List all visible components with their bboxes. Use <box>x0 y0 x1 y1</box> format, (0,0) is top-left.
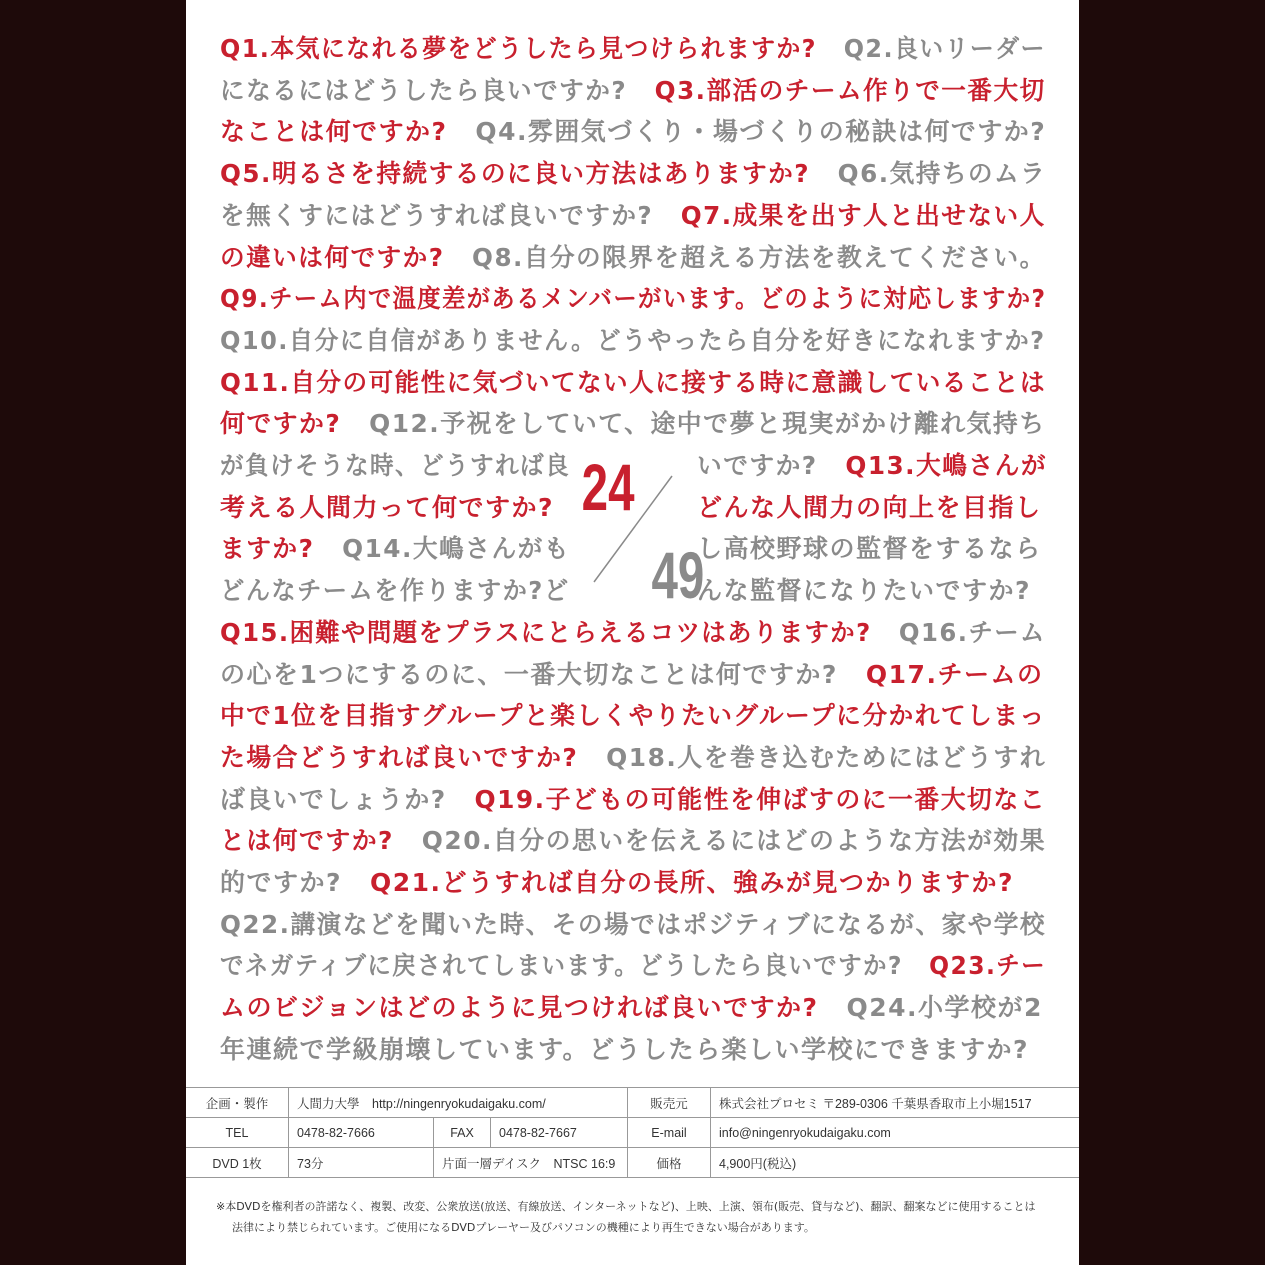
question-text: 何ですか? <box>220 409 342 439</box>
question-text: どんなチームを作りますか?ど <box>220 576 570 606</box>
question-line-left <box>220 489 554 527</box>
question-line-right <box>697 530 1042 568</box>
question-line <box>220 739 1046 777</box>
question-text: どんな人間力の向上を目指し <box>697 492 1042 522</box>
question-line <box>220 322 1046 360</box>
info-row-contact <box>186 1118 1079 1148</box>
notice-line-1: ※本DVDを権利者の許諾なく、複製、改変、公衆放送(放送、有線放送、インターネットなど)、上映、上演、領布(販売、貸与など)、翻訳、翻案などに使用することは <box>216 1200 1036 1213</box>
question-line <box>220 155 1046 193</box>
fraction-numerator: 24 <box>581 451 635 525</box>
value-producer: 人間力大學 http://ningenryokudaigaku.com/ <box>289 1088 628 1118</box>
question-line-left <box>220 530 570 568</box>
question-text: いですか? <box>697 451 818 480</box>
question-text: Q2.良いリーダー <box>843 34 1046 63</box>
value-format: 片面一層デイスク NTSC 16:9 <box>434 1148 628 1178</box>
question-text: Q10.自分に自信がありません。どうやったら自分を好きになれますか? <box>220 325 1046 355</box>
question-text: Q24.小学校が2 <box>846 993 1043 1023</box>
question-line <box>220 697 1046 735</box>
question-text: Q22.講演などを聞いた時、その場ではポジティブになるが、家や学校 <box>220 909 1047 939</box>
question-text: Q19.子どもの可能性を伸ばすのに一番大切なこ <box>474 784 1047 814</box>
question-text: Q21.どうすれば自分の長所、強みが見つかりますか? <box>370 868 1015 897</box>
question-text: を無くすにはどうすれば良いですか? <box>220 200 654 230</box>
question-line <box>220 239 1046 277</box>
question-line-right <box>697 572 1031 610</box>
value-seller: 株式会社プロセミ 〒289-0306 千葉県香取市上小堀1517 <box>711 1088 1080 1118</box>
question-text: Q17.チームの <box>865 659 1044 689</box>
question-line <box>220 781 1046 819</box>
label-tel: TEL <box>186 1118 289 1148</box>
label-email: E-mail <box>628 1118 711 1148</box>
question-line-right <box>697 489 1042 527</box>
question-text: 中で1位を目指すグループと楽しくやりたいグループに分かれてしまっ <box>220 701 1046 731</box>
question-text: Q13.大嶋さんが <box>845 451 1048 480</box>
question-text: 考える人間力って何ですか? <box>220 492 555 522</box>
question-line <box>220 113 1046 151</box>
question-line <box>220 405 1046 443</box>
question-text: が負けそうな時、どうすれば良 <box>220 451 571 480</box>
fraction-denominator: 49 <box>651 539 705 613</box>
value-email: info@ningenryokudaigaku.com <box>711 1118 1080 1148</box>
question-text: なことは何ですか? <box>220 117 448 147</box>
label-price: 価格 <box>628 1148 711 1178</box>
question-line <box>220 30 1046 68</box>
question-text: でネガティブに戻されてしまいます。どうしたら良いですか? <box>220 951 903 981</box>
question-text: とは何ですか? <box>220 826 394 856</box>
question-text: Q4.雰囲気づくり・場づくりの秘訣は何ですか? <box>475 117 1047 147</box>
question-text: Q23.チー <box>929 951 1047 981</box>
question-text: Q1.本気になれる夢をどうしたら見つけられますか? <box>220 34 817 63</box>
question-text: Q20.自分の思いを伝えるにはどのような方法が効果 <box>421 826 1047 856</box>
question-line <box>220 656 1043 694</box>
question-text: Q12.予祝をしていて、途中で夢と現実がかけ離れ気持ち <box>369 409 1046 439</box>
question-line <box>220 1031 1029 1069</box>
question-text: Q9.チーム内で温度差があるメンバーがいます。どのように対応しますか? <box>220 284 1047 314</box>
label-seller: 販売元 <box>628 1088 711 1118</box>
question-text: 年連続で学級崩壊しています。どうしたら楽しい学校にできますか? <box>220 1034 1030 1064</box>
question-text: Q3.部活のチーム作りで一番大切 <box>654 75 1046 105</box>
question-line-left <box>220 572 570 610</box>
question-line <box>220 822 1046 860</box>
product-info-table <box>186 1087 1079 1178</box>
question-text: Q15.困難や問題をプラスにとらえるコツはありますか? <box>220 617 872 647</box>
question-text: Q7.成果を出す人と出せない人 <box>680 200 1046 230</box>
question-line <box>220 989 1043 1027</box>
notice-line-2: 法律により禁じられています。ご使用になるDVDプレーヤー及びパソコンの機種により再生できない場合があります。 <box>232 1221 815 1234</box>
question-line-left <box>220 447 570 485</box>
question-line <box>220 364 1046 402</box>
question-text: ば良いでしょうか? <box>220 784 447 814</box>
question-text: Q8.自分の限界を超える方法を教えてください。 <box>472 242 1046 272</box>
copyright-notice <box>216 1196 1056 1238</box>
question-text: ますか? <box>220 534 315 564</box>
value-duration: 73分 <box>289 1148 434 1178</box>
info-row-spec <box>186 1148 1079 1178</box>
question-text: Q14.大嶋さんがも <box>342 534 571 564</box>
question-text: た場合どうすれば良いですか? <box>220 742 579 772</box>
question-text: の違いは何ですか? <box>220 242 445 272</box>
question-text: Q5.明るさを持続するのに良い方法はありますか? <box>220 159 811 189</box>
question-text: し高校野球の監督をするなら <box>697 534 1042 564</box>
question-text: の心を1つにするのに、一番大切なことは何ですか? <box>220 659 838 689</box>
label-fax: FAX <box>434 1118 491 1148</box>
question-text: Q18.人を巻き込むためにはどうすれ <box>606 742 1047 772</box>
question-line-right <box>697 447 1047 485</box>
question-line <box>220 906 1046 944</box>
value-price: 4,900円(税込) <box>711 1148 1080 1178</box>
question-line <box>220 280 1046 318</box>
question-text: Q16.チーム <box>898 617 1046 647</box>
question-line <box>220 614 1046 652</box>
label-producer: 企画・製作 <box>186 1088 289 1118</box>
question-text: ムのビジョンはどのように見つければ良いですか? <box>220 993 819 1023</box>
question-text: 的ですか? <box>220 868 343 897</box>
fraction-24-of-49 <box>580 448 705 613</box>
value-fax: 0478-82-7667 <box>491 1118 628 1148</box>
question-text: んな監督になりたいですか? <box>697 576 1032 606</box>
question-line <box>220 947 1046 985</box>
value-tel: 0478-82-7666 <box>289 1118 434 1148</box>
question-text: になるにはどうしたら良いですか? <box>220 75 628 105</box>
info-row-producer <box>186 1088 1079 1118</box>
question-text: Q11.自分の可能性に気づいてない人に接する時に意識していることは <box>220 367 1047 397</box>
question-text: Q6.気持ちのムラ <box>837 159 1047 189</box>
label-dvd: DVD 1枚 <box>186 1148 289 1178</box>
question-line <box>220 197 1046 235</box>
question-line <box>220 72 1046 110</box>
question-line <box>220 864 1014 902</box>
